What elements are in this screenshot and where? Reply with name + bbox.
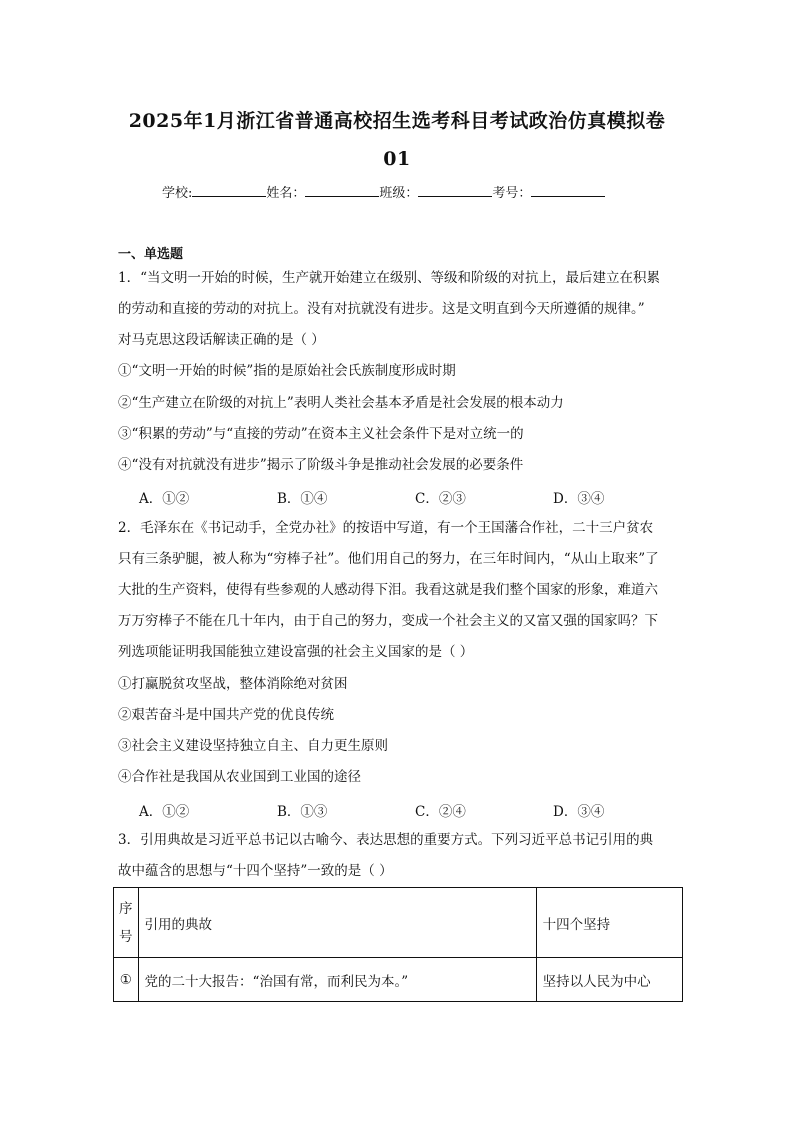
exam-title-line2: 01 <box>383 148 411 170</box>
q2-statement: ③社会主义建设坚持独立自主、自力更生原则 <box>118 738 388 754</box>
q1-option-d[interactable]: D．③④ <box>553 491 605 507</box>
table-header-index: 序号 <box>114 888 139 958</box>
class-label: 班级： <box>379 186 419 201</box>
class-blank <box>418 184 492 197</box>
q1-line: 对马克思这段话解读正确的是（ ） <box>118 332 325 348</box>
q1-statement: ③“积累的劳动”与“直接的劳动”在资本主义社会条件下是对立统一的 <box>118 426 524 442</box>
q2-option-d[interactable]: D．③④ <box>553 804 605 820</box>
q2-options <box>139 800 691 820</box>
student-info-row <box>162 182 605 201</box>
exam-no-blank <box>531 184 605 197</box>
q2-option-a[interactable]: A．①② <box>139 804 190 820</box>
q1-option-c[interactable]: C．②③ <box>415 491 466 507</box>
table-cell-principle: 坚持以人民为中心 <box>536 958 682 1002</box>
section-heading: 一、单选题 <box>118 247 184 262</box>
q2-line: 万万穷棒子不能在几十年内，由于自己的努力，变成一个社会主义的又富又强的国家吗？下 <box>118 613 658 629</box>
exam-title-line1: 2025年1月浙江省普通高校招生选考科目考试政治仿真模拟卷 <box>128 110 666 132</box>
q1-line: 1．“当文明一开始的时候，生产就开始建立在级别、等级和阶级的对抗上，最后建立在积累 <box>118 270 660 286</box>
q1-line: 的劳动和直接的劳动的对抗上。没有对抗就没有进步。这是文明直到今天所遵循的规律。” <box>118 301 645 317</box>
q2-line: 大批的生产资料，使得有些参观的人感动得下泪。我看这就是我们整个国家的形象，难道六 <box>118 582 658 598</box>
q2-option-b[interactable]: B．①③ <box>277 804 328 820</box>
school-blank <box>192 184 266 197</box>
name-blank <box>305 184 379 197</box>
q2-line: 2．毛泽东在《书记动手，全党办社》的按语中写道，有一个王国藩合作社，二十三户贫农 <box>118 520 654 536</box>
q2-option-c[interactable]: C．②④ <box>415 804 466 820</box>
table-cell-allusion: 党的二十大报告：“治国有常，而利民为本。” <box>138 958 536 1002</box>
q1-statement: ①“文明一开始的时候”指的是原始社会氏族制度形成时期 <box>118 363 456 379</box>
exam-no-label: 考号： <box>492 186 532 201</box>
q2-line: 只有三条驴腿，被人称为“穷棒子社”。他们用自己的努力，在三年时间内，“从山上取来”了 <box>118 551 659 567</box>
table-cell-index: ① <box>114 958 139 1002</box>
table-header-principle: 十四个坚持 <box>536 888 682 958</box>
q2-statement: ④合作社是我国从农业国到工业国的途径 <box>118 769 361 785</box>
school-label: 学校: <box>162 186 193 201</box>
q2-statement: ①打赢脱贫攻坚战，整体消除绝对贫困 <box>118 676 348 692</box>
table-header-row <box>114 888 683 958</box>
q1-options <box>139 487 691 507</box>
table-header-allusion: 引用的典故 <box>138 888 536 958</box>
q3-table <box>113 887 683 1002</box>
q1-statement: ②“生产建立在阶级的对抗上”表明人类社会基本矛盾是社会发展的根本动力 <box>118 395 564 411</box>
q2-statement: ②艰苦奋斗是中国共产党的优良传统 <box>118 707 334 723</box>
q1-statement: ④“没有对抗就没有进步”揭示了阶级斗争是推动社会发展的必要条件 <box>118 457 524 473</box>
q3-line: 故中蕴含的思想与“十四个坚持”一致的是（ ） <box>118 863 393 879</box>
q1-option-a[interactable]: A．①② <box>139 491 190 507</box>
q1-option-b[interactable]: B．①④ <box>277 491 328 507</box>
name-label: 姓名： <box>266 186 306 201</box>
q3-line: 3．引用典故是习近平总书记以古喻今、表达思想的重要方式。下列习近平总书记引用的典 <box>118 832 654 848</box>
q2-line: 列选项能证明我国能独立建设富强的社会主义国家的是（ ） <box>118 644 474 660</box>
table-row <box>114 958 683 1002</box>
